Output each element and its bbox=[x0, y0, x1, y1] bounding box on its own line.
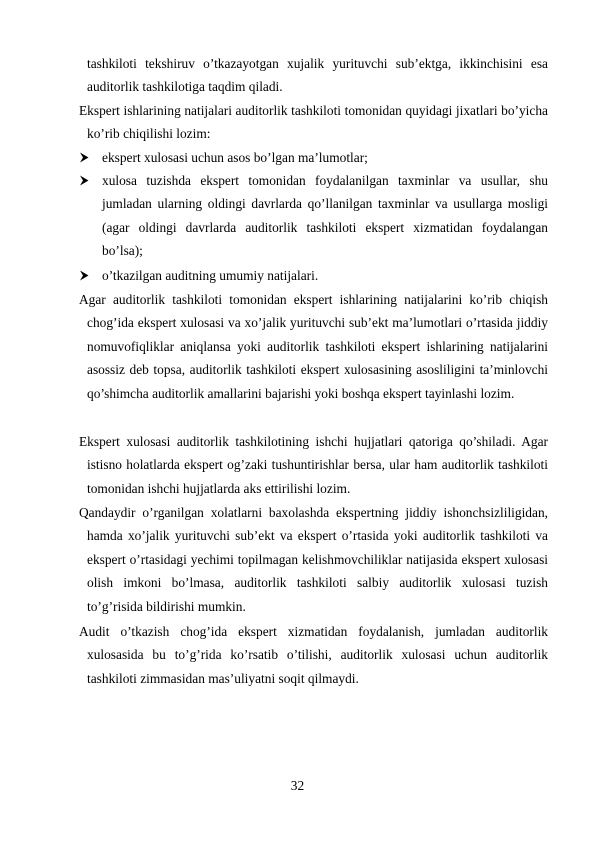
list-item bbox=[79, 146, 548, 169]
arrowhead-bullet-icon bbox=[79, 169, 93, 192]
list-item-text: ekspert xulosasi uchun asos bo’lgan ma’lumotlar; bbox=[102, 150, 368, 165]
paragraph-negative-opinion: Qandaydir o’rganilgan xolatlarni baxolashda ekspertning jiddiy ishonchsizliligidan, hamda xo’jalik yurituvchi sub’ekt va ekspert o’rtasida yoki auditorlik tashkiloti va ekspert o’rtasidagi yechimi topilmagan kelishmovchiliklar natijasida ekspert xulosasi olish imkoni bo’lmasa, auditorlik tashkiloti salbiy auditorlik xulosasi tuzish to’g’risida bildirishi mumkin. bbox=[79, 505, 548, 614]
paragraph-expert-results: Ekspert ishlarining natijalari auditorlik tashkiloti tomonidan quyidagi jixatlari bo’yicha ko’rib chiqilishi lozim: bbox=[79, 103, 548, 142]
list-item-text: xulosa tuzishda ekspert tomonidan foydalanilgan taxminlar va usullar, shu jumladan ularning oldingi davrlarda qo’llanilgan taxminlar va usullarga mosligi (agar oldingi davrlarda auditorlik tashkiloti ekspert xizmatidan foydalangan bo’lsa); bbox=[102, 173, 548, 259]
list-item bbox=[79, 264, 548, 287]
list-item bbox=[79, 169, 548, 263]
paragraph-discrepancies: Agar auditorlik tashkiloti tomonidan ekspert ishlarining natijalarini ko’rib chiqish chog’ida ekspert xulosasi va xo’jalik yurituvchi sub’ekt ma’lumotlari o’rtasida jiddiy nomuvofiqliklar aniqlansa yoki auditorlik tashkiloti ekspert ishlarining natijalarini asossiz deb topsa, auditorlik tashkiloti ekspert xulosasining asosliligini ta’minlovchi qo’shimcha auditorlik amallarini bajarishi yoki boshqa ekspert tayinlashi lozim. bbox=[79, 292, 548, 401]
paragraph-responsibility: Audit o’tkazish chog’ida ekspert xizmatidan foydalanish, jumladan auditorlik xulosasida bu to’g’rida ko’rsatib o’tilishi, auditorlik xulosasi uchun auditorlik tashkiloti zimmasidan mas’uliyatni soqit qilmaydi. bbox=[79, 624, 548, 686]
paragraph-working-papers: Ekspert xulosasi auditorlik tashkilotining ishchi hujjatlari qatoriga qo’shiladi. Agar istisno holatlarda ekspert og’zaki tushuntirishlar bersa, ular ham auditorlik tashkiloti tomonidan ishchi hujjatlarda aks ettirilishi lozim. bbox=[79, 434, 548, 496]
list-item-text: o’tkazilgan auditning umumiy natijalari. bbox=[102, 268, 319, 283]
paragraph-continuation: tashkiloti tekshiruv o’tkazayotgan xujalik yurituvchi sub’ektga, ikkinchisini esa auditorlik tashkilotiga taqdim qiladi. bbox=[87, 56, 548, 95]
arrowhead-bullet-icon bbox=[79, 264, 93, 287]
arrowhead-bullet-icon bbox=[79, 146, 93, 169]
page-number: 32 bbox=[290, 778, 305, 793]
